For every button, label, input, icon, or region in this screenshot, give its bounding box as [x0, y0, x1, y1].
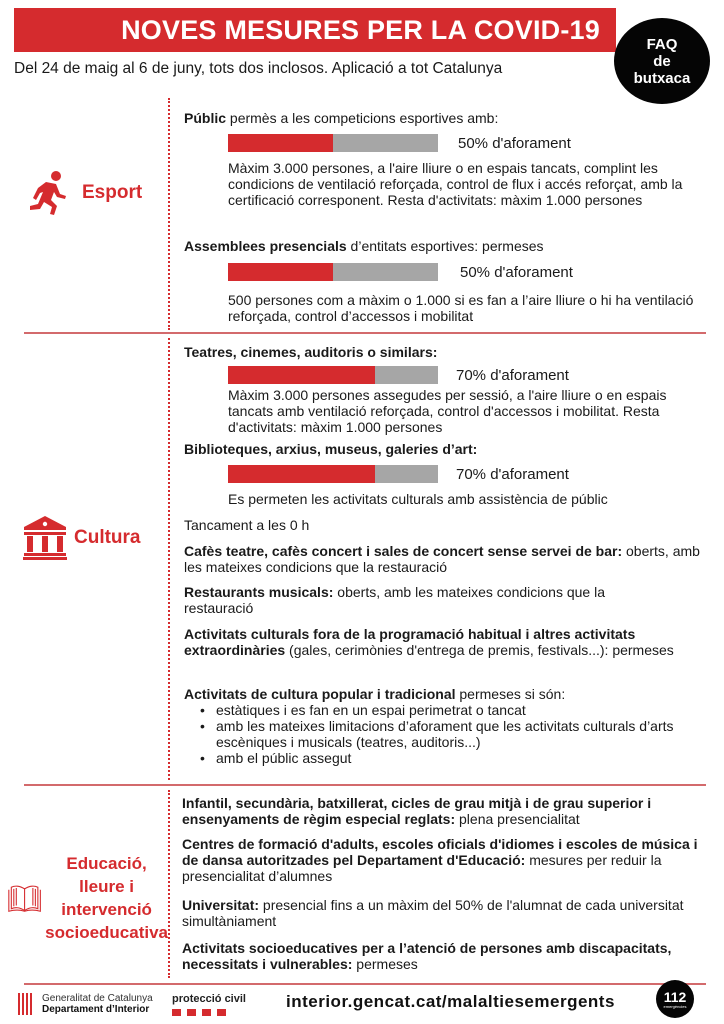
item-text: d’entitats esportives: permeses: [346, 238, 544, 254]
website-link[interactable]: interior.gencat.cat/malaltiesemergents: [286, 992, 615, 1011]
department-name: Departament d’Interior: [42, 1004, 150, 1015]
faq-badge-line: FAQ: [646, 35, 678, 53]
footer-divider: [24, 983, 706, 985]
proteccio-civil-logo: [172, 993, 246, 1016]
capacity-label: 70% d'aforament: [456, 465, 569, 483]
vertical-divider: [168, 790, 170, 978]
esport-item-2-heading: [184, 238, 704, 254]
book-icon: [8, 881, 41, 915]
category-label-line: Educació,: [66, 854, 147, 873]
cultura-note: [184, 584, 644, 616]
vertical-divider: [168, 98, 170, 330]
gencat-name: Generalitat de Catalunya: [42, 993, 153, 1004]
gencat-logo: [18, 993, 153, 1015]
item-text: permeses: [352, 956, 418, 972]
section-divider: [24, 332, 706, 334]
capacity-bar: [228, 465, 438, 483]
emergency-112-badge: [656, 980, 694, 1018]
note-bold: Activitats culturals fora de la programació habitual i altres activitats extraordinàries: [184, 626, 636, 658]
category-educacio: [8, 852, 168, 944]
faq-badge-line: de: [653, 52, 671, 70]
esport-item-1-heading: [184, 110, 704, 126]
category-esport: [26, 170, 142, 216]
item-description: Es permeten les activitats culturals amb assistència de públic: [228, 491, 608, 507]
educacio-item: [182, 795, 702, 827]
educacio-item: [182, 897, 702, 929]
bullet-item: • estàtiques i es fan en un espai perimetrat o tancat: [198, 702, 704, 718]
capacity-bar-row: [228, 134, 571, 152]
closing-time: Tancament a les 0 h: [184, 517, 310, 533]
vertical-divider: [168, 338, 170, 780]
capacity-bar-row: [228, 465, 569, 483]
cultura-item-2-heading: [184, 441, 704, 457]
note-text: oberts, amb les mateixes condicions que la restauració: [184, 584, 605, 616]
capacity-bar-row: [228, 263, 573, 281]
cultura-note: [184, 686, 704, 766]
item-description: Màxim 3.000 persones assegudes per sessió, a l'aire lliure o en espais tancats amb ventilació reforçada, control d'accessos i mobilitat. Resta d'activitats: màxim 1.000 persones: [228, 387, 667, 435]
cultura-item-1-heading: [184, 344, 704, 360]
note-bold: Activitats de cultura popular i tradicional: [184, 686, 456, 702]
note-text: (gales, cerimònies d'entrega de premis, festivals...): permeses: [285, 642, 674, 658]
item-description: Màxim 3.000 persones, a l'aire lliure o en espais tancats, complint les condicions de ventilació reforçada, control de flux i accés reforçat, amb la certificació corresponent. Resta d'activitats: màxim 1.000 persones: [228, 160, 683, 208]
category-label: [45, 852, 168, 944]
item-bold: Activitats socioeducatives per a l’atenció de persones amb discapacitats, necessitats i vulnerables:: [182, 940, 672, 972]
emergency-sub: emergències: [663, 1004, 687, 1009]
emergency-number: 112: [663, 989, 687, 1005]
capacity-bar: [228, 366, 438, 384]
item-description: 500 persones com a màxim o 1.000 si es fan a l’aire lliure o hi ha ventilació reforçada, control d’accessos i mobilitat: [228, 292, 694, 324]
category-label-line: socioeducativa: [45, 923, 168, 942]
item-bold: Teatres, cinemes, auditoris o similars:: [184, 344, 438, 360]
item-bold: Biblioteques, arxius, museus, galeries d’art:: [184, 441, 478, 457]
cultura-note: [184, 626, 704, 658]
category-label: Esport: [82, 182, 143, 203]
category-label-line: lleure i: [79, 877, 134, 896]
item-text: mesures per reduir la presencialitat d’alumnes: [182, 852, 662, 884]
red-squares-icon: [172, 1009, 246, 1016]
category-label-line: intervenció: [61, 900, 152, 919]
section-divider: [24, 784, 706, 786]
category-cultura: [22, 515, 141, 561]
item-bold: Centres de formació d'adults, escoles oficials d'idiomes i escoles de música i de dansa autoritzades pel Departament d'Educació:: [182, 836, 698, 868]
capacity-bar-fill: [228, 366, 375, 384]
faq-badge: [614, 18, 710, 104]
senyera-icon: [18, 993, 36, 1015]
item-bold: Infantil, secundària, batxillerat, cicles de grau mitjà i de grau superior i ensenyaments de règim especial reglats:: [182, 795, 652, 827]
note-bold: Cafès teatre, cafès concert i sales de concert sense servei de bar:: [184, 543, 623, 559]
item-bold: Universitat:: [182, 897, 260, 913]
capacity-bar-fill: [228, 134, 333, 152]
item-text: permès a les competicions esportives amb:: [226, 110, 499, 126]
item-bold: Públic: [184, 110, 227, 126]
bullet-item: • amb les mateixes limitacions d’aforament que les activitats culturals d’arts escèniques i musicals (teatres, auditoris...): [198, 718, 704, 750]
runner-icon: [26, 170, 68, 216]
cultura-note: [184, 543, 704, 575]
capacity-bar-fill: [228, 465, 375, 483]
item-text: plena presencialitat: [455, 811, 580, 827]
proteccio-civil-label: protecció civil: [172, 993, 246, 1005]
note-text: oberts, amb les mateixes condicions que la restauració: [184, 543, 700, 575]
capacity-label: 70% d'aforament: [456, 366, 569, 384]
category-label: Cultura: [74, 527, 141, 548]
capacity-bar: [228, 263, 438, 281]
note-text: permeses si són:: [455, 686, 566, 702]
museum-icon: [22, 515, 68, 561]
faq-badge-line: butxaca: [633, 69, 691, 87]
bullet-item: • amb el públic assegut: [198, 750, 704, 766]
capacity-bar-fill: [228, 263, 333, 281]
note-bold: Restaurants musicals:: [184, 584, 334, 600]
capacity-bar: [228, 134, 438, 152]
capacity-label: 50% d'aforament: [458, 134, 571, 152]
educacio-item: [182, 940, 712, 972]
page-subtitle: Del 24 de maig al 6 de juny, tots dos inclosos. Aplicació a tot Catalunya: [14, 60, 503, 77]
item-text: presencial fins a un màxim del 50% de l'alumnat de cada universitat simultàniament: [182, 897, 684, 929]
bullet-list: [198, 702, 704, 766]
item-bold: Assemblees presencials: [184, 238, 347, 254]
educacio-item: [182, 836, 702, 884]
capacity-label: 50% d'aforament: [460, 263, 573, 281]
capacity-bar-row: [228, 366, 569, 384]
page-title: NOVES MESURES PER LA COVID-19: [121, 15, 600, 45]
